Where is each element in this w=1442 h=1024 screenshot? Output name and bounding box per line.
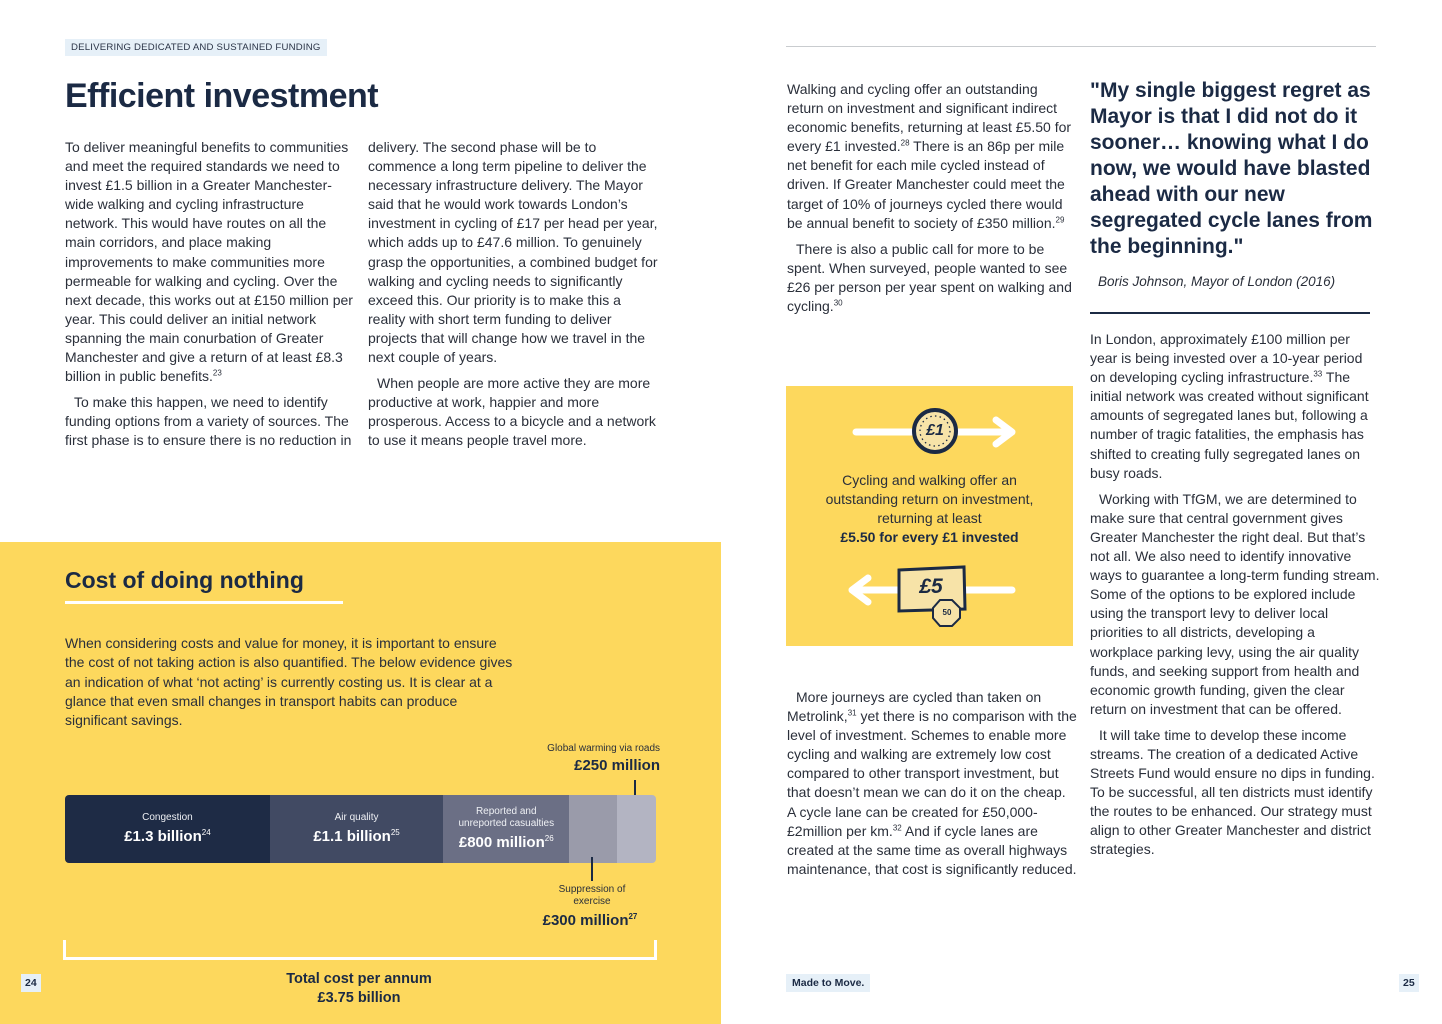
quote-attribution: Boris Johnson, Mayor of London (2016): [1098, 274, 1336, 289]
panel-intro: When considering costs and value for money, it is important to ensure the cost of not taking action is also quantified. The below evidence gives an indication of what ‘not acting’ is currently costing us. It is clear at a glance that even small changes in transport habits can produce significant savings.: [65, 635, 513, 729]
body-column-2: [368, 138, 658, 458]
divider: [786, 46, 1376, 47]
footnote-ref[interactable]: 33: [1313, 369, 1323, 379]
footnote-ref[interactable]: 28: [900, 138, 910, 148]
panel-title: Cost of doing nothing: [65, 567, 304, 593]
footnote-ref[interactable]: 29: [1055, 215, 1065, 224]
body-column-1: [65, 138, 357, 458]
callout-value-global-warming: £250 million: [574, 757, 660, 774]
callout-line: [591, 857, 593, 881]
segment-label: Air quality: [334, 812, 379, 823]
segment-label: Congestion: [142, 812, 193, 823]
bar-segment-congestion: [65, 795, 270, 863]
bar-segment-global-warming: [617, 795, 656, 863]
callout-value-exercise: £300 million$^{27}$: [542, 912, 638, 929]
paragraph: More journeys are cycled than taken on Metrolink,$^{31}$ yet there is no comparison with the level of investment. Schemes to enable more cycling and walking are extremely low cost compared to other transport investment, but that doesn’t mean we can do it on the cheap. A cycle lane can be created for £50,000-£2million per km.$^{32}$ And if cycle lanes are created at the same time as overall highways maintenance, that cost is significantly reduced.: [787, 689, 1077, 877]
title-underline: [65, 601, 343, 604]
note-label: £5: [919, 575, 943, 598]
stacked-bar-chart: [65, 795, 656, 863]
bar-segment-casualties: [443, 795, 569, 863]
total-value: £3.75 billion: [317, 990, 401, 1006]
callout-label-exercise: Suppression of exercise: [558, 884, 626, 907]
brand-tag: Made to Move.: [786, 974, 870, 992]
roi-infographic: [786, 386, 1073, 646]
divider: [1090, 312, 1370, 314]
footnote-ref[interactable]: 32: [892, 823, 902, 832]
coin-label: £1: [926, 422, 944, 439]
page-number: 24: [21, 974, 41, 992]
section-tag: DELIVERING DEDICATED AND SUSTAINED FUNDING: [65, 39, 327, 56]
page-number: 25: [1399, 974, 1419, 992]
body-column-4: [1090, 330, 1380, 867]
small-coin-label: 50: [942, 608, 952, 617]
paragraph: In London, approximately £100 million per year is being invested over a 10-year period on developing cycling infrastructure.$^{33}$ The initial network was created without significant amounts of segregated lanes but, following a number of tragic fatalities, the emphasis has shifted to creating fully segregated lanes on busy roads.: [1090, 331, 1369, 481]
body-column-3-cont: [787, 688, 1077, 886]
callout-label-global-warming: Global warming via roads: [547, 743, 660, 754]
paragraph: It will take time to develop these income streams. The creation of a dedicated Active Streets Fund would ensure no dips in funding. To be successful, all ten districts must identify the routes to be enhanced. Our strategy must align to other Greater Manchester and district strategies.: [1090, 726, 1375, 858]
paragraph: delivery. The second phase will be to commence a long term pipeline to deliver the necessary infrastructure delivery. The Mayor said that he would work towards London’s investment in cycling of £17 per head per year, which adds up to £47.6 million. To genuinely grasp the opportunities, a combined budget for walking and cycling needs to significantly exceed this. Our priority is to make this a reality with short term funding to deliver projects that will change how we travel in the next couple of years.: [368, 139, 658, 366]
paragraph: When people are more active they are more productive at work, happier and more prosperous. Access to a bicycle and a network to use it means people travel more.: [368, 375, 656, 449]
bar-segment-exercise: [569, 795, 616, 863]
paragraph: Working with TfGM, we are determined to make sure that central government gives Greater Manchester the right deal. But that’s not all. We also need to identify innovative ways to guarantee a long-term funding stream. Some of the options to be explored include using the transport levy to deliver local priorities to all districts, developing a workplace parking levy, using the air quality funds, and seeking support from health and economic growth funding, given the clear return on investment that can be offered.: [1090, 490, 1380, 717]
infographic-text: Cycling and walking offer an outstanding return on investment, returning at least £5.50 for every £1 invested: [825, 472, 1034, 545]
segment-value: £1.1 billion$^{25}$: [313, 828, 400, 845]
footnote-ref[interactable]: 23: [212, 368, 222, 378]
pull-quote: "My single biggest regret as Mayor is that I did not do it sooner… knowing what I do now, we would have blasted ahead with our new segregated cycle lanes from the beginning.": [1090, 79, 1373, 258]
page-title: Efficient investment: [65, 77, 379, 115]
segment-label: Reported and unreported casualties: [458, 806, 555, 829]
footnote-ref[interactable]: 30: [833, 298, 843, 308]
footnote-ref[interactable]: 31: [847, 708, 857, 718]
paragraph: To make this happen, we need to identify funding options from a variety of sources. The first phase is to ensure there is no reduction in: [65, 394, 352, 449]
bar-segment-air-quality: [270, 795, 443, 863]
segment-value: £1.3 billion$^{24}$: [124, 828, 211, 845]
total-label: Total cost per annum £3.75 billion: [200, 970, 518, 1008]
paragraph: There is also a public call for more to be spent. When surveyed, people wanted to see £26 per person per year spent on walking and cycling.$^{30}$: [787, 240, 1072, 315]
segment-value: £800 million$^{26}$: [458, 834, 554, 851]
paragraph: Walking and cycling offer an outstanding return on investment and significant indirect economic benefits, returning at least £5.50 for every £1 invested.$^{28}$ There is an 86p per mile net benefit for each mile cycled instead of driven. If Greater Manchester could meet the target of 10% of journeys cycled there would be annual benefit to society of £350 million.$^{29}$: [787, 81, 1072, 231]
body-column-3: [787, 80, 1077, 323]
paragraph: To deliver meaningful benefits to communities and meet the required standards we need to invest £1.5 billion in a Greater Manchester-wide walking and cycling infrastructure network. This would have routes on all the main corridors, and place making improvements to make communities more permeable for walking and cycling. Over the next decade, this works out at £150 million per year. This could deliver an initial network spanning the main conurbation of Greater Manchester and give a return of at least £8.3 billion in public benefits.$^{23}$: [65, 139, 353, 385]
total-bracket: [63, 940, 657, 960]
